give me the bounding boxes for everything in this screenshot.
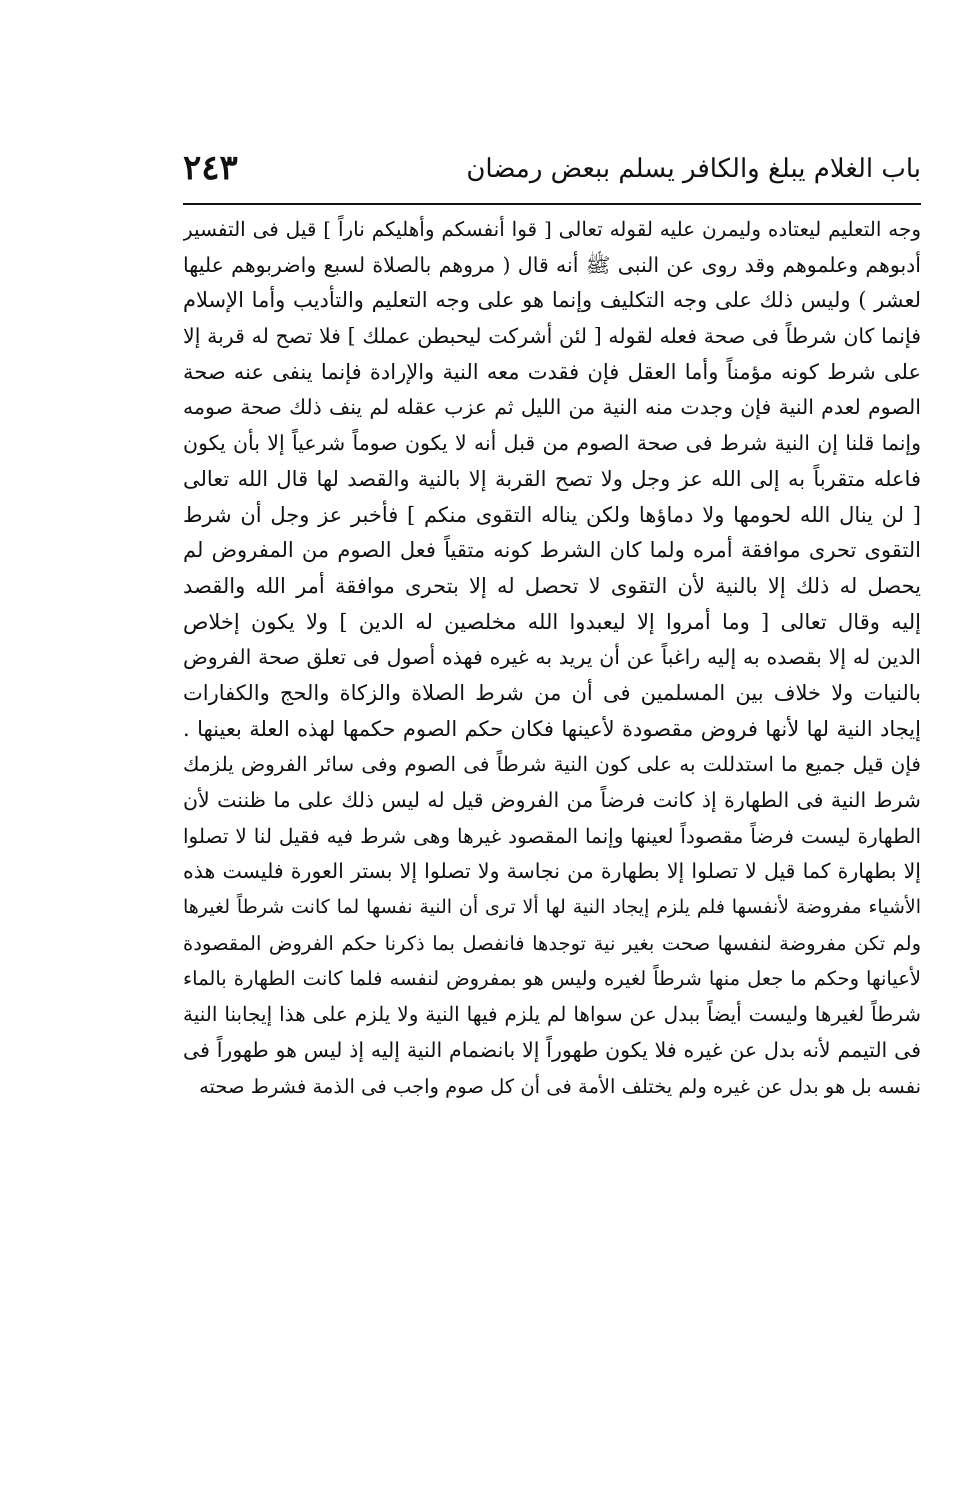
chapter-title: باب الغلام يبلغ والكافر يسلم ببعض رمضان — [466, 154, 921, 184]
header-divider — [183, 203, 921, 205]
body-text — [183, 212, 921, 1104]
text-line: بالنيات ولا خلاف بين المسلمين فى أن من شرط الصلاة والزكاة والحج والكفارات — [183, 680, 921, 705]
text-line: أدبوهم وعلموهم وقد روى عن النبى ﷺ أنه قال ( مروهم بالصلاة لسبع واضربوهم عليها — [183, 252, 921, 277]
text-line: على شرط كونه مؤمناً وأما العقل فإن فقدت معه النية والإرادة فإنما ينفى عنه صحة — [183, 359, 921, 384]
text-line: لأعيانها وحكم ما جعل منها شرطاً لغيره وليس هو بمفروض لنفسه فلما كانت الطهارة بالماء — [183, 967, 921, 991]
text-line: وجه التعليم ليعتاده وليمرن عليه لقوله تعالى [ قوا أنفسكم وأهليكم ناراً ] قيل فى التفسير — [183, 217, 921, 241]
text-line: التقوى تحرى موافقة أمره ولما كان الشرط كونه متقياً فعل الصوم من المفروض لم — [183, 538, 921, 563]
page-header — [183, 150, 921, 196]
text-line: شرطاً لغيرها وليست أيضاً ببدل عن سواها لم يلزم فيها النية ولا يلزم على هذا إيجابنا النية — [183, 1002, 921, 1027]
text-line: إلا بطهارة كما قيل لا تصلوا إلا بطهارة من نجاسة ولا تصلوا إلا بستر العورة فليست هذه — [183, 859, 921, 884]
text-line: إليه وقال تعالى [ وما أمروا إلا ليعبدوا الله مخلصين له الدين ] ولا يكون إخلاص — [183, 609, 921, 634]
text-line: فاعله متقرباً به إلى الله عز وجل ولا تصح القربة إلا بالنية والقصد لها قال الله تعالى — [183, 466, 921, 491]
text-line: الصوم لعدم النية فإن وجدت منه النية من الليل ثم عزب عقله لم ينف ذلك صحة صومه — [183, 395, 921, 420]
text-line: يحصل له ذلك إلا بالنية لأن التقوى لا تحصل له إلا بتحرى موافقة أمر الله والقصد — [183, 573, 921, 598]
text-line: لعشر ) وليس ذلك على وجه التكليف وإنما هو على وجه التعليم والتأديب وأما الإسلام — [183, 288, 921, 313]
page-number: ٢٤٣ — [183, 148, 238, 188]
text-line: إيجاد النية لها لأنها فروض مقصودة لأعينها فكان حكم الصوم حكمها لهذه العلة بعينها . — [183, 716, 921, 741]
text-line: نفسه بل هو بدل عن غيره ولم يختلف الأمة فى أن كل صوم واجب فى الذمة فشرط صحته — [199, 1074, 921, 1098]
text-line: فإن قيل جميع ما استدللت به على كون النية شرطاً فى الصوم وفى سائر الفروض يلزمك — [183, 752, 921, 777]
text-line: فإنما كان شرطاً فى صحة فعله لقوله [ لئن أشركت ليحبطن عملك ] فلا تصح له قربة إلا — [183, 324, 921, 349]
text-line: وإنما قلنا إن النية شرط فى صحة الصوم من قبل أنه لا يكون صوماً شرعياً إلا بأن يكون — [183, 431, 921, 456]
text-line: فى التيمم لأنه بدل عن غيره فلا يكون طهوراً إلا بانضمام النية إليه إذ ليس هو طهوراً فى — [183, 1037, 921, 1062]
text-line: ولم تكن مفروضة لنفسها صحت بغير نية توجدها فانفصل بما ذكرنا حكم الفروض المقصودة — [183, 931, 921, 955]
text-line: الطهارة ليست فرضاً مقصوداً لعينها وإنما المقصود غيرها وهى شرط فيه فقيل لنا لا تصلوا — [183, 823, 921, 848]
text-line: الدين له إلا بقصده به إليه راغباً عن أن يريد به غيره فهذه أصول فى تعلق صحة الفروض — [183, 645, 921, 670]
text-line: [ لن ينال الله لحومها ولا دماؤها ولكن يناله التقوى منكم ] فأخبر عز وجل أن شرط — [183, 502, 921, 527]
text-line: الأشياء مفروضة لأنفسها فلم يلزم إيجاد النية لها ألا ترى أن النية نفسها لما كانت شرطاً لغيرها — [183, 896, 921, 919]
text-line: شرط النية فى الطهارة إذ كانت فرضاً من الفروض قيل له ليس ذلك على ما ظننت لأن — [183, 788, 921, 812]
